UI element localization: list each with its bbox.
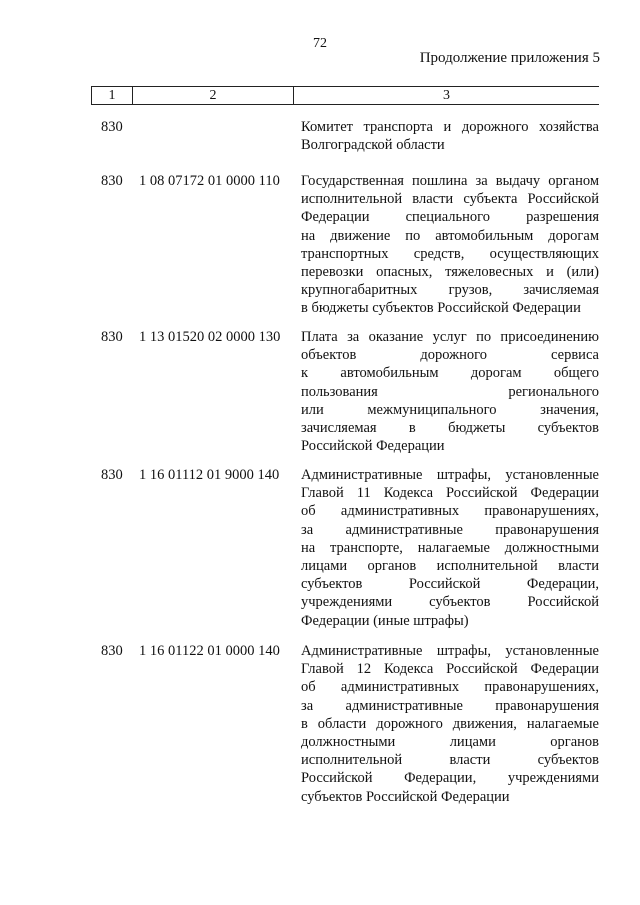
description-line: перевозки опасных, тяжеловесных и (или) xyxy=(301,264,599,281)
admin-code-cell: 830 xyxy=(101,643,123,659)
description-line: об административных правонарушениях, xyxy=(301,503,599,520)
description-line: или межмуниципального значения, xyxy=(301,401,599,418)
description-cell xyxy=(301,642,599,806)
appendix-continuation-label: Продолжение приложения 5 xyxy=(419,50,600,66)
description-line: субъектов Российской Федерации, xyxy=(301,576,599,593)
admin-code-cell: 830 xyxy=(101,467,123,483)
header-col-2: 2 xyxy=(133,87,294,104)
description-line: в бюджеты субъектов Российской Федерации xyxy=(301,300,581,317)
header-col-1: 1 xyxy=(91,87,133,104)
description-cell xyxy=(301,118,599,154)
description-line: должностными лицами органов xyxy=(301,734,599,751)
description-line: транспортных средств, осуществляющих xyxy=(301,245,599,262)
description-line: Главой 12 Кодекса Российской Федерации xyxy=(301,661,599,678)
description-line: Федерации (иные штрафы) xyxy=(301,612,469,629)
description-line: на движение по автомобильным дорогам xyxy=(301,227,599,244)
description-line: Государственная пошлина за выдачу органом xyxy=(301,173,599,189)
description-line: к автомобильным дорогам общего xyxy=(301,365,599,382)
description-line: Главой 11 Кодекса Российской Федерации xyxy=(301,485,599,502)
admin-code-cell: 830 xyxy=(101,329,123,345)
description-line: об административных правонарушениях, xyxy=(301,679,599,696)
description-line: учреждениями субъектов Российской xyxy=(301,594,599,611)
description-line: Российской Федерации xyxy=(301,438,445,455)
description-line: пользования регионального xyxy=(301,383,599,400)
description-cell xyxy=(301,466,599,630)
admin-code-cell: 830 xyxy=(101,119,123,135)
description-line: Административные штрафы, установленные xyxy=(301,643,599,659)
kbk-code-cell: 1 13 01520 02 0000 130 xyxy=(139,329,281,345)
description-line: Комитет транспорта и дорожного хозяйства xyxy=(301,119,599,135)
description-cell xyxy=(301,172,599,318)
description-line: Российской Федерации, учреждениями xyxy=(301,770,599,787)
description-line: исполнительной власти субъекта Российской xyxy=(301,191,599,208)
description-line: крупногабаритных грузов, зачисляемая xyxy=(301,282,599,299)
page-number: 72 xyxy=(313,36,327,51)
description-line: исполнительной власти субъектов xyxy=(301,752,599,769)
description-line: за административные правонарушения xyxy=(301,521,599,538)
kbk-code-cell: 1 08 07172 01 0000 110 xyxy=(139,173,280,189)
admin-code-cell: 830 xyxy=(101,173,123,189)
description-line: Плата за оказание услуг по присоединению xyxy=(301,329,599,345)
kbk-code-cell: 1 16 01122 01 0000 140 xyxy=(139,643,280,659)
description-line: зачисляемая в бюджеты субъектов xyxy=(301,420,599,437)
table-header xyxy=(91,86,599,105)
description-line: в области дорожного движения, налагаемые xyxy=(301,715,599,732)
description-line: Волгоградской области xyxy=(301,137,445,154)
description-line: субъектов Российской Федерации xyxy=(301,788,510,805)
description-line: на транспорте, налагаемые должностными xyxy=(301,539,599,556)
description-line: за административные правонарушения xyxy=(301,697,599,714)
description-line: объектов дорожного сервиса xyxy=(301,347,599,364)
kbk-code-cell: 1 16 01112 01 9000 140 xyxy=(139,467,280,483)
description-cell xyxy=(301,328,599,455)
header-col-3: 3 xyxy=(443,87,450,103)
description-line: Федерации специального разрешения xyxy=(301,209,599,226)
description-line: Административные штрафы, установленные xyxy=(301,467,599,483)
description-line: лицами органов исполнительной власти xyxy=(301,558,599,575)
